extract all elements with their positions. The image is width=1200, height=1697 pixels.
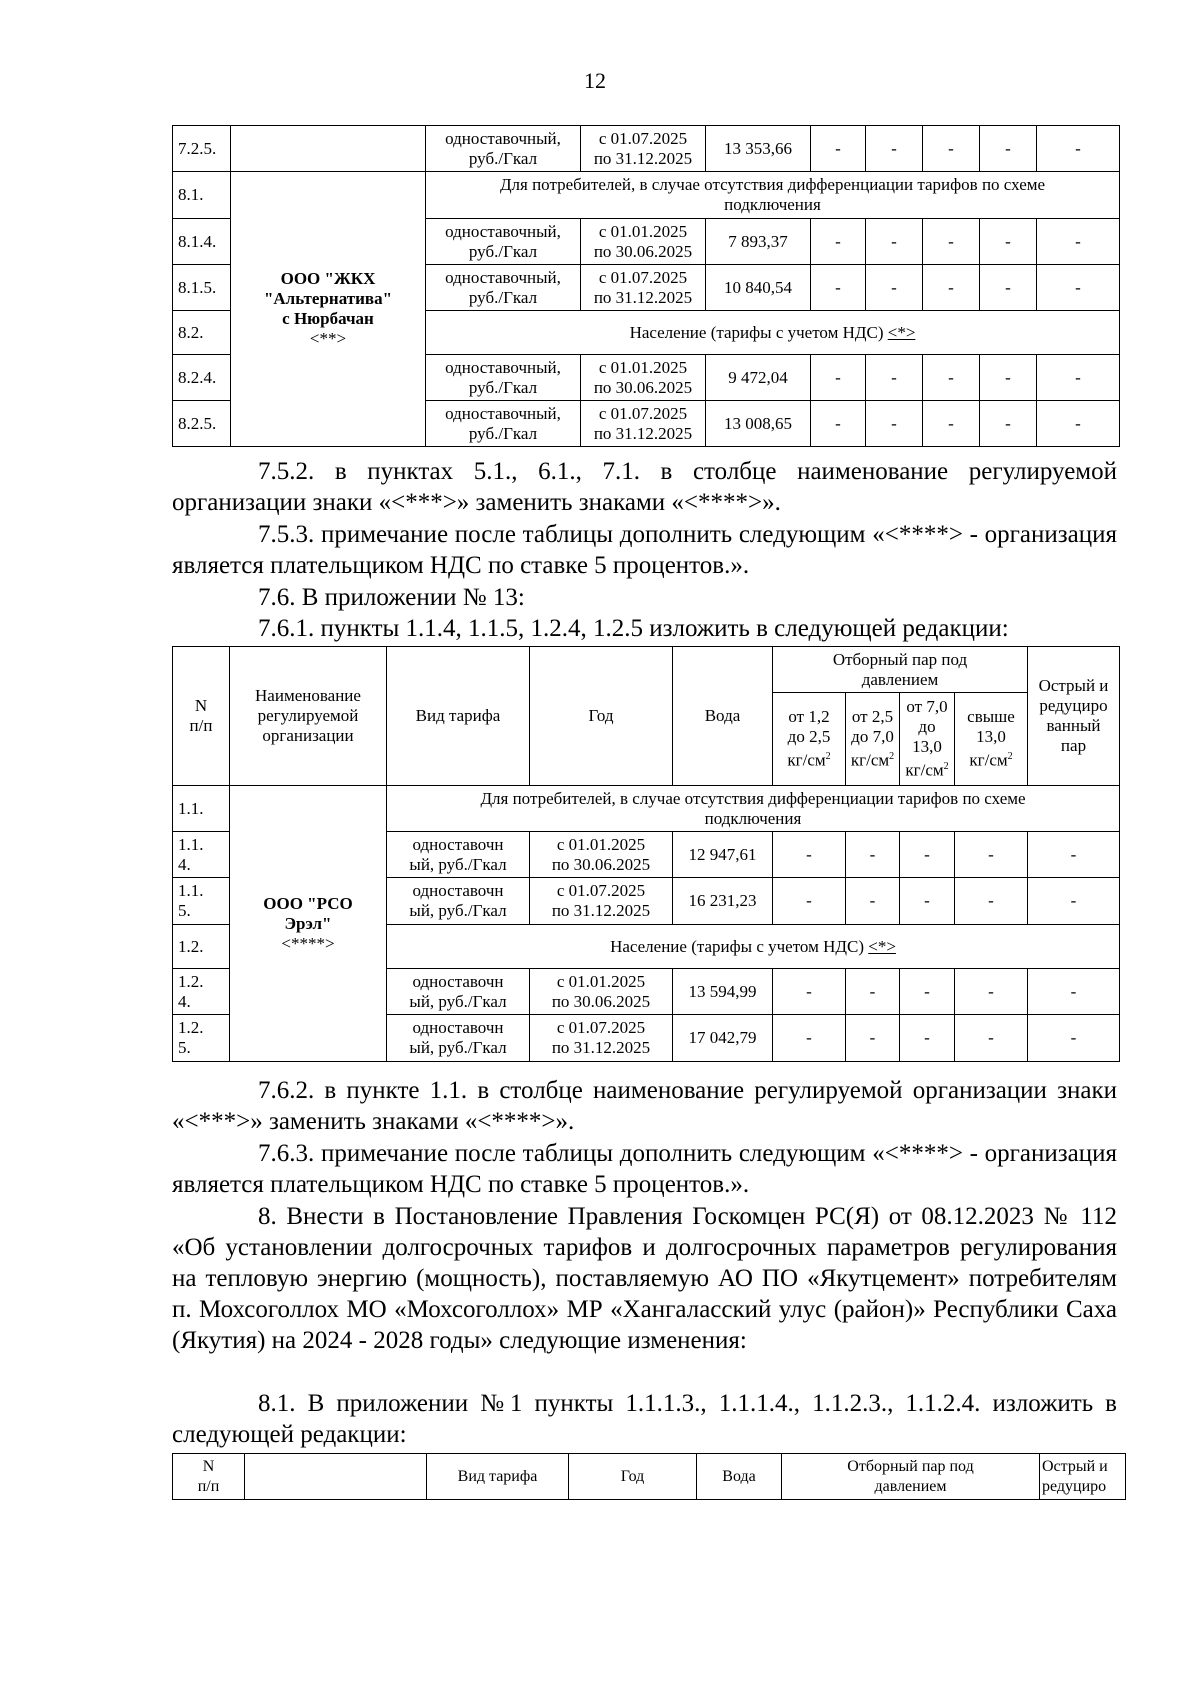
paragraph-8: 8. Внести в Постановление Правления Госкомцен РС(Я) от 08.12.2023 № 112 «Об установлении долгосрочных тарифов и долгосрочных параметров регулирования на тепловую энергию (мощность), поставляемую АО ПО «Якутцемент» потребителям п. Мохсоголлох МО «Мохсоголлох» МР «Хангаласский улус (район)» Республики Саха (Якутия) на 2024 - 2028 годы» следующие изменения:	[172, 1203, 1117, 1354]
paragraph-7-6: 7.6. В приложении № 13:	[258, 584, 525, 611]
dash-cell: -	[1037, 126, 1120, 172]
tariff-type: одноставочный, руб./Гкал	[426, 355, 581, 401]
row-number: 8.1.5.	[173, 265, 231, 311]
dash-cell: -	[980, 401, 1037, 447]
tariff-type: одноставочн ый, руб./Гкал	[387, 969, 530, 1015]
tariff-type: одноставочный, руб./Гкал	[426, 126, 581, 172]
header-p4: свыше 13,0 $кг/см^2$	[955, 693, 1028, 786]
period: с 01.07.2025 по 31.12.2025	[581, 265, 706, 311]
page-number: 12	[584, 68, 606, 93]
header-org-empty	[245, 1454, 427, 1500]
dash-cell: -	[923, 219, 980, 265]
dash-cell: -	[1037, 265, 1120, 311]
header-tariff: Вид тарифа	[387, 647, 530, 786]
period: с 01.07.2025 по 31.12.2025	[581, 126, 706, 172]
water-value: 10 840,54	[706, 265, 811, 311]
dash-cell: -	[846, 969, 900, 1015]
dash-cell: -	[811, 401, 866, 447]
dash-cell: -	[980, 126, 1037, 172]
tariff-type: одноставочн ый, руб./Гкал	[387, 878, 530, 925]
merged-category: Население (тарифы с учетом НДС) <*>	[426, 311, 1120, 355]
paragraph-7-6-3: 7.6.3. примечание после таблицы дополнить следующим «<****> - организация является плательщиком НДС по ставке 5 процентов.».	[172, 1140, 1117, 1198]
dash-cell: -	[866, 401, 923, 447]
row-number: 1.2. 4.	[173, 969, 230, 1015]
row-number: 1.1. 4.	[173, 832, 230, 878]
header-year: Год	[530, 647, 673, 786]
dash-cell: -	[980, 219, 1037, 265]
row-number: 8.2.5.	[173, 401, 231, 447]
row-number: 8.1.	[173, 172, 231, 219]
dash-cell: -	[923, 265, 980, 311]
period: с 01.01.2025 по 30.06.2025	[581, 355, 706, 401]
table-row	[173, 786, 1120, 832]
water-value: 12 947,61	[673, 832, 773, 878]
header-p1: от 1,2 до 2,5 $кг/см^2$	[773, 693, 846, 786]
org-cell-empty	[231, 126, 426, 172]
period: с 01.01.2025 по 30.06.2025	[581, 219, 706, 265]
dash-cell: -	[773, 832, 846, 878]
dash-cell: -	[1037, 219, 1120, 265]
row-number: 1.2.	[173, 925, 230, 969]
table-header-row	[173, 1454, 1126, 1500]
period: с 01.01.2025 по 30.06.2025	[530, 832, 673, 878]
water-value: 17 042,79	[673, 1015, 773, 1062]
row-number: 1.2. 5.	[173, 1015, 230, 1062]
water-value: 9 472,04	[706, 355, 811, 401]
dash-cell: -	[811, 219, 866, 265]
header-n: N п/п	[173, 1454, 245, 1500]
dash-cell: -	[923, 355, 980, 401]
paragraph-7-5-3: 7.5.3. примечание после таблицы дополнить следующим «<****> - организация является плательщиком НДС по ставке 5 процентов.».	[172, 521, 1117, 579]
tariff-type: одноставочный, руб./Гкал	[426, 265, 581, 311]
water-value: 13 008,65	[706, 401, 811, 447]
merged-category: Для потребителей, в случае отсутствия дифференциации тарифов по схеме подключения	[387, 786, 1120, 832]
period: с 01.07.2025 по 31.12.2025	[530, 878, 673, 925]
org-name: ООО "РСО Эрэл" <****>	[230, 786, 387, 1062]
water-value: 13 594,99	[673, 969, 773, 1015]
tariff-table-2	[172, 646, 1120, 1062]
dash-cell: -	[923, 126, 980, 172]
period: с 01.07.2025 по 31.12.2025	[581, 401, 706, 447]
table-header-row	[173, 647, 1120, 693]
dash-cell: -	[811, 265, 866, 311]
dash-cell: -	[773, 1015, 846, 1062]
header-water: Вода	[697, 1454, 782, 1500]
dash-cell: -	[1028, 969, 1120, 1015]
row-number: 7.2.5.	[173, 126, 231, 172]
tariff-type: одноставочный, руб./Гкал	[426, 219, 581, 265]
header-year: Год	[569, 1454, 697, 1500]
header-tariff: Вид тарифа	[427, 1454, 569, 1500]
dash-cell: -	[846, 1015, 900, 1062]
dash-cell: -	[846, 832, 900, 878]
water-value: 16 231,23	[673, 878, 773, 925]
header-steam: Отборный пар под давлением	[782, 1454, 1040, 1500]
header-water: Вода	[673, 647, 773, 786]
dash-cell: -	[811, 355, 866, 401]
dash-cell: -	[866, 265, 923, 311]
water-value: 13 353,66	[706, 126, 811, 172]
header-sharp-steam: Острый и редуциро ванный пар	[1028, 647, 1120, 786]
dash-cell: -	[866, 126, 923, 172]
header-org: Наименование регулируемой организации	[230, 647, 387, 786]
table-row	[173, 172, 1120, 219]
water-value: 7 893,37	[706, 219, 811, 265]
dash-cell: -	[900, 878, 955, 925]
dash-cell: -	[866, 355, 923, 401]
dash-cell: -	[955, 832, 1028, 878]
dash-cell: -	[846, 878, 900, 925]
dash-cell: -	[980, 355, 1037, 401]
org-name: ООО "ЖКХ "Альтернатива" с Нюрбачан <**>	[231, 172, 426, 447]
tariff-type: одноставочн ый, руб./Гкал	[387, 832, 530, 878]
tariff-type: одноставочный, руб./Гкал	[426, 401, 581, 447]
paragraph-7-6-2: 7.6.2. в пункте 1.1. в столбце наименование регулируемой организации знаки «<***>» заменить знаками «<****>».	[172, 1077, 1117, 1135]
dash-cell: -	[900, 1015, 955, 1062]
dash-cell: -	[900, 969, 955, 1015]
period: с 01.01.2025 по 30.06.2025	[530, 969, 673, 1015]
merged-category: Для потребителей, в случае отсутствия дифференциации тарифов по схеме подключения	[426, 172, 1120, 219]
row-number: 8.2.4.	[173, 355, 231, 401]
dash-cell: -	[773, 878, 846, 925]
header-sharp-steam: Острый и редуциро	[1040, 1454, 1126, 1500]
merged-category: Население (тарифы с учетом НДС) <*>	[387, 925, 1120, 969]
row-number: 1.1. 5.	[173, 878, 230, 925]
period: с 01.07.2025 по 31.12.2025	[530, 1015, 673, 1062]
tariff-table-1	[172, 125, 1120, 447]
dash-cell: -	[1028, 1015, 1120, 1062]
dash-cell: -	[1028, 832, 1120, 878]
header-steam: Отборный пар под давлением	[773, 647, 1028, 693]
dash-cell: -	[1037, 401, 1120, 447]
tariff-table-3	[172, 1453, 1126, 1500]
row-number: 8.1.4.	[173, 219, 231, 265]
dash-cell: -	[980, 265, 1037, 311]
paragraph-7-6-1: 7.6.1. пункты 1.1.4, 1.1.5, 1.2.4, 1.2.5 изложить в следующей редакции:	[258, 615, 1009, 642]
tariff-type: одноставочн ый, руб./Гкал	[387, 1015, 530, 1062]
dash-cell: -	[866, 219, 923, 265]
row-number: 1.1.	[173, 786, 230, 832]
dash-cell: -	[923, 401, 980, 447]
dash-cell: -	[811, 126, 866, 172]
table-row	[173, 126, 1120, 172]
header-p2: от 2,5 до 7,0 $кг/см^2$	[846, 693, 900, 786]
dash-cell: -	[955, 1015, 1028, 1062]
dash-cell: -	[955, 969, 1028, 1015]
header-n: N п/п	[173, 647, 230, 786]
dash-cell: -	[955, 878, 1028, 925]
dash-cell: -	[773, 969, 846, 1015]
row-number: 8.2.	[173, 311, 231, 355]
dash-cell: -	[1037, 355, 1120, 401]
paragraph-7-5-2: 7.5.2. в пунктах 5.1., 6.1., 7.1. в столбце наименование регулируемой организации знаки «<***>» заменить знаками «<****>».	[172, 458, 1117, 516]
header-p3: от 7,0 до 13,0 $кг/см^2$	[900, 693, 955, 786]
dash-cell: -	[900, 832, 955, 878]
dash-cell: -	[1028, 878, 1120, 925]
paragraph-8-1: 8.1. В приложении №1 пункты 1.1.1.3., 1.1.1.4., 1.1.2.3., 1.1.2.4. изложить в следующей редакции:	[172, 1390, 1117, 1448]
